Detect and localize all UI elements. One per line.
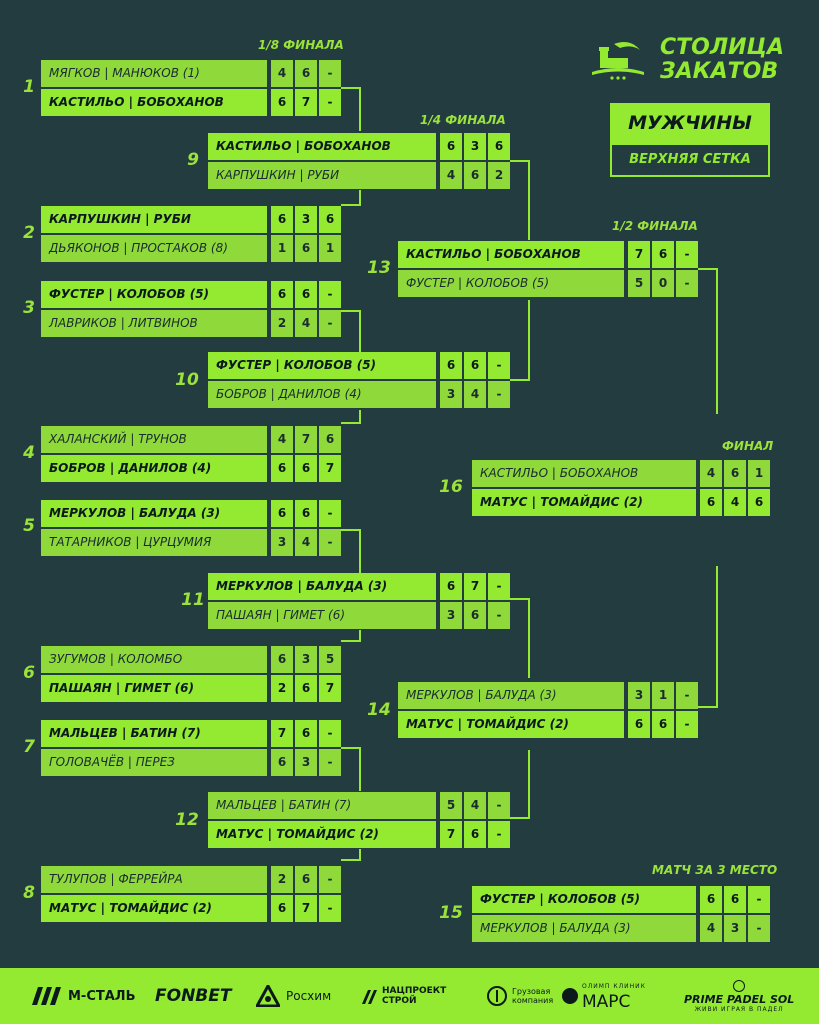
team-row-winner xyxy=(208,821,510,848)
match-box xyxy=(41,60,341,116)
team-names: МЕРКУЛОВ | БАЛУДА (3) xyxy=(472,915,696,942)
team-row xyxy=(208,381,510,408)
match-number: 3 xyxy=(23,298,35,318)
set-score: - xyxy=(488,352,510,379)
match-box xyxy=(398,241,698,297)
match-number: 11 xyxy=(181,590,205,610)
set-score: 1 xyxy=(652,682,674,709)
match-number: 15 xyxy=(439,903,463,923)
set-score: - xyxy=(319,500,341,527)
team-row-winner xyxy=(398,711,698,738)
set-score: 6 xyxy=(295,235,317,262)
set-score: - xyxy=(748,915,770,942)
set-score: 6 xyxy=(700,489,722,516)
set-score: 3 xyxy=(440,381,462,408)
stage-label-third-place: МАТЧ ЗА 3 МЕСТО xyxy=(652,863,778,877)
team-row xyxy=(41,235,341,262)
match-number: 1 xyxy=(23,77,35,97)
set-score: - xyxy=(319,866,341,893)
set-score: 7 xyxy=(319,675,341,702)
roshim-logo-icon xyxy=(256,985,280,1007)
fortress-logo-icon xyxy=(590,38,646,82)
match-box xyxy=(472,886,770,942)
team-names: КАСТИЛЬО | БОБОХАНОВ xyxy=(472,460,696,487)
set-score: 6 xyxy=(271,895,293,922)
team-names: ФУСТЕР | КОЛОБОВ (5) xyxy=(398,270,624,297)
set-score: - xyxy=(488,381,510,408)
team-names: МАТУС | ТОМАЙДИС (2) xyxy=(398,711,624,738)
stage-label-qf: 1/4 ФИНАЛА xyxy=(420,113,506,127)
team-row xyxy=(208,602,510,629)
team-names: ТАТАРНИКОВ | ЦУРЦУМИЯ xyxy=(41,529,267,556)
match-number: 4 xyxy=(23,443,35,463)
team-row-winner xyxy=(41,720,341,747)
team-row-winner xyxy=(472,886,770,913)
set-score: 6 xyxy=(295,455,317,482)
set-score: 7 xyxy=(464,573,486,600)
brand-title-line2: ЗАКАТОВ xyxy=(660,59,779,84)
team-row-winner xyxy=(41,455,341,482)
match-box xyxy=(208,792,510,848)
team-row xyxy=(472,915,770,942)
mars-logo-icon xyxy=(562,988,578,1004)
team-names: ПАШАЯН | ГИМЕТ (6) xyxy=(208,602,436,629)
set-score: 4 xyxy=(700,460,722,487)
team-names: МАТУС | ТОМАЙДИС (2) xyxy=(472,489,696,516)
match-box xyxy=(41,500,341,556)
sponsor-padel: PRIME PADEL SOL ЖИВИ ИГРАЯ В ПАДЕЛ xyxy=(684,968,794,1024)
set-score: - xyxy=(676,682,698,709)
set-score: 3 xyxy=(464,133,486,160)
set-score: 3 xyxy=(271,529,293,556)
match-box xyxy=(41,720,341,776)
match-number: 5 xyxy=(23,516,35,536)
set-score: 2 xyxy=(271,866,293,893)
set-score: - xyxy=(319,895,341,922)
team-row xyxy=(41,749,341,776)
team-names: ЛАВРИКОВ | ЛИТВИНОВ xyxy=(41,310,267,337)
set-score: - xyxy=(676,241,698,268)
set-score: 3 xyxy=(295,206,317,233)
set-score: 6 xyxy=(295,60,317,87)
sponsor-roshim: Росхим xyxy=(256,968,331,1024)
padel-ball-icon xyxy=(733,980,745,992)
nacproekt-logo-icon xyxy=(362,989,378,1003)
set-score: 4 xyxy=(700,915,722,942)
brand-title-line1: СТОЛИЦА xyxy=(660,35,784,60)
set-score: - xyxy=(676,270,698,297)
team-names: ЗУГУМОВ | КОЛОМБО xyxy=(41,646,267,673)
set-score: 6 xyxy=(271,455,293,482)
team-names: ХАЛАНСКИЙ | ТРУНОВ xyxy=(41,426,267,453)
team-names: ФУСТЕР | КОЛОБОВ (5) xyxy=(208,352,436,379)
set-score: 7 xyxy=(295,426,317,453)
set-score: 6 xyxy=(724,886,746,913)
set-score: 3 xyxy=(628,682,650,709)
set-score: 7 xyxy=(295,89,317,116)
bracket-subtitle: ВЕРХНЯЯ СЕТКА xyxy=(610,143,770,177)
set-score: 6 xyxy=(295,720,317,747)
match-box xyxy=(41,281,341,337)
set-score: 4 xyxy=(295,529,317,556)
team-row-winner xyxy=(208,352,510,379)
set-score: 2 xyxy=(271,310,293,337)
team-row-winner xyxy=(398,241,698,268)
set-score: - xyxy=(488,602,510,629)
team-row-winner xyxy=(41,281,341,308)
team-names: КАСТИЛЬО | БОБОХАНОВ xyxy=(41,89,267,116)
stage-label-final: ФИНАЛ xyxy=(722,439,774,453)
match-number: 10 xyxy=(175,370,199,390)
set-score: 4 xyxy=(464,381,486,408)
match-box xyxy=(208,573,510,629)
team-names: ТУЛУПОВ | ФЕРРЕЙРА xyxy=(41,866,267,893)
team-names: БОБРОВ | ДАНИЛОВ (4) xyxy=(208,381,436,408)
set-score: 6 xyxy=(271,89,293,116)
team-names: БОБРОВ | ДАНИЛОВ (4) xyxy=(41,455,267,482)
set-score: 3 xyxy=(295,749,317,776)
team-names: МЕРКУЛОВ | БАЛУДА (3) xyxy=(41,500,267,527)
set-score: - xyxy=(676,711,698,738)
team-names: МАЛЬЦЕВ | БАТИН (7) xyxy=(41,720,267,747)
match-number: 13 xyxy=(367,258,391,278)
match-box xyxy=(41,426,341,482)
set-score: 6 xyxy=(628,711,650,738)
set-score: 6 xyxy=(748,489,770,516)
set-score: - xyxy=(319,89,341,116)
match-number: 14 xyxy=(367,700,391,720)
msteel-logo-icon xyxy=(32,987,62,1005)
team-names: МАТУС | ТОМАЙДИС (2) xyxy=(208,821,436,848)
sponsor-bar xyxy=(0,968,819,1024)
match-number: 8 xyxy=(23,883,35,903)
set-score: 4 xyxy=(295,310,317,337)
team-row-winner xyxy=(208,573,510,600)
set-score: 4 xyxy=(464,792,486,819)
team-names: КАРПУШКИН | РУБИ xyxy=(41,206,267,233)
set-score: 7 xyxy=(295,895,317,922)
sponsor-msteel: М-СТАЛЬ xyxy=(32,968,136,1024)
team-row xyxy=(41,60,341,87)
team-names: КАРПУШКИН | РУБИ xyxy=(208,162,436,189)
set-score: 1 xyxy=(748,460,770,487)
set-score: - xyxy=(319,529,341,556)
match-box xyxy=(208,133,510,189)
set-score: 6 xyxy=(319,426,341,453)
stage-label-r16: 1/8 ФИНАЛА xyxy=(258,38,344,52)
team-row xyxy=(41,310,341,337)
match-number: 12 xyxy=(175,810,199,830)
set-score: 6 xyxy=(319,206,341,233)
set-score: 5 xyxy=(319,646,341,673)
set-score: 1 xyxy=(319,235,341,262)
set-score: - xyxy=(319,310,341,337)
set-score: 6 xyxy=(271,206,293,233)
set-score: 3 xyxy=(295,646,317,673)
set-score: 3 xyxy=(724,915,746,942)
match-box xyxy=(208,352,510,408)
team-row xyxy=(472,460,770,487)
team-names: МЕРКУЛОВ | БАЛУДА (3) xyxy=(208,573,436,600)
team-row-winner xyxy=(41,500,341,527)
match-number: 2 xyxy=(23,223,35,243)
team-row xyxy=(41,646,341,673)
team-names: ФУСТЕР | КОЛОБОВ (5) xyxy=(41,281,267,308)
team-names: ПАШАЯН | ГИМЕТ (6) xyxy=(41,675,267,702)
match-box xyxy=(41,206,341,262)
set-score: 6 xyxy=(724,460,746,487)
set-score: 4 xyxy=(440,162,462,189)
team-row-winner xyxy=(41,895,341,922)
set-score: - xyxy=(319,720,341,747)
team-row xyxy=(41,866,341,893)
set-score: 6 xyxy=(271,646,293,673)
team-names: МЕРКУЛОВ | БАЛУДА (3) xyxy=(398,682,624,709)
set-score: 4 xyxy=(271,426,293,453)
set-score: 6 xyxy=(440,573,462,600)
sponsor-nacproekt: НАЦПРОЕКТ СТРОЙ xyxy=(362,968,446,1024)
set-score: 4 xyxy=(271,60,293,87)
team-names: ФУСТЕР | КОЛОБОВ (5) xyxy=(472,886,696,913)
set-score: 7 xyxy=(319,455,341,482)
set-score: - xyxy=(748,886,770,913)
set-score: 6 xyxy=(652,711,674,738)
match-box xyxy=(398,682,698,738)
sponsor-mars: ОЛИМП КЛИНИК МАРС xyxy=(562,968,646,1024)
set-score: 6 xyxy=(271,500,293,527)
match-box xyxy=(472,460,770,516)
team-names: МАЛЬЦЕВ | БАТИН (7) xyxy=(208,792,436,819)
set-score: 6 xyxy=(295,675,317,702)
team-names: ДЬЯКОНОВ | ПРОСТАКОВ (8) xyxy=(41,235,267,262)
set-score: - xyxy=(488,821,510,848)
set-score: 6 xyxy=(440,352,462,379)
set-score: 2 xyxy=(271,675,293,702)
match-box xyxy=(41,646,341,702)
team-row xyxy=(41,529,341,556)
sponsor-gruzovaya: Грузовая компания xyxy=(486,968,553,1024)
set-score: 6 xyxy=(652,241,674,268)
set-score: 6 xyxy=(295,500,317,527)
set-score: 6 xyxy=(464,352,486,379)
set-score: 6 xyxy=(464,602,486,629)
set-score: 1 xyxy=(271,235,293,262)
set-score: 6 xyxy=(700,886,722,913)
set-score: 7 xyxy=(440,821,462,848)
set-score: 0 xyxy=(652,270,674,297)
category-title: МУЖЧИНЫ xyxy=(610,103,770,143)
team-names: МАТУС | ТОМАЙДИС (2) xyxy=(41,895,267,922)
set-score: 6 xyxy=(464,821,486,848)
set-score: 6 xyxy=(271,749,293,776)
set-score: 6 xyxy=(295,281,317,308)
gruzovaya-logo-icon xyxy=(486,985,508,1007)
set-score: 7 xyxy=(628,241,650,268)
team-row-winner xyxy=(472,489,770,516)
team-row xyxy=(208,162,510,189)
set-score: 4 xyxy=(724,489,746,516)
team-names: МЯГКОВ | МАНЮКОВ (1) xyxy=(41,60,267,87)
set-score: 7 xyxy=(271,720,293,747)
set-score: 6 xyxy=(295,866,317,893)
stage-label-sf: 1/2 ФИНАЛА xyxy=(612,219,698,233)
team-names: КАСТИЛЬО | БОБОХАНОВ xyxy=(208,133,436,160)
set-score: - xyxy=(319,749,341,776)
match-number: 6 xyxy=(23,663,35,683)
set-score: - xyxy=(319,281,341,308)
match-number: 16 xyxy=(439,477,463,497)
set-score: - xyxy=(319,60,341,87)
set-score: 6 xyxy=(271,281,293,308)
set-score: 6 xyxy=(464,162,486,189)
set-score: - xyxy=(488,573,510,600)
match-number: 9 xyxy=(187,150,199,170)
set-score: 5 xyxy=(628,270,650,297)
team-row-winner xyxy=(208,133,510,160)
team-row-winner xyxy=(41,89,341,116)
set-score: 3 xyxy=(440,602,462,629)
team-row-winner xyxy=(41,675,341,702)
team-row xyxy=(398,682,698,709)
set-score: - xyxy=(488,792,510,819)
team-row xyxy=(398,270,698,297)
team-row-winner xyxy=(41,206,341,233)
set-score: 5 xyxy=(440,792,462,819)
match-number: 7 xyxy=(23,737,35,757)
set-score: 2 xyxy=(488,162,510,189)
sponsor-fonbet: FONBET xyxy=(155,986,232,1006)
set-score: 6 xyxy=(440,133,462,160)
team-row xyxy=(41,426,341,453)
set-score: 6 xyxy=(488,133,510,160)
team-names: КАСТИЛЬО | БОБОХАНОВ xyxy=(398,241,624,268)
team-names: ГОЛОВАЧЁВ | ПЕРЕЗ xyxy=(41,749,267,776)
match-box xyxy=(41,866,341,922)
team-row xyxy=(208,792,510,819)
